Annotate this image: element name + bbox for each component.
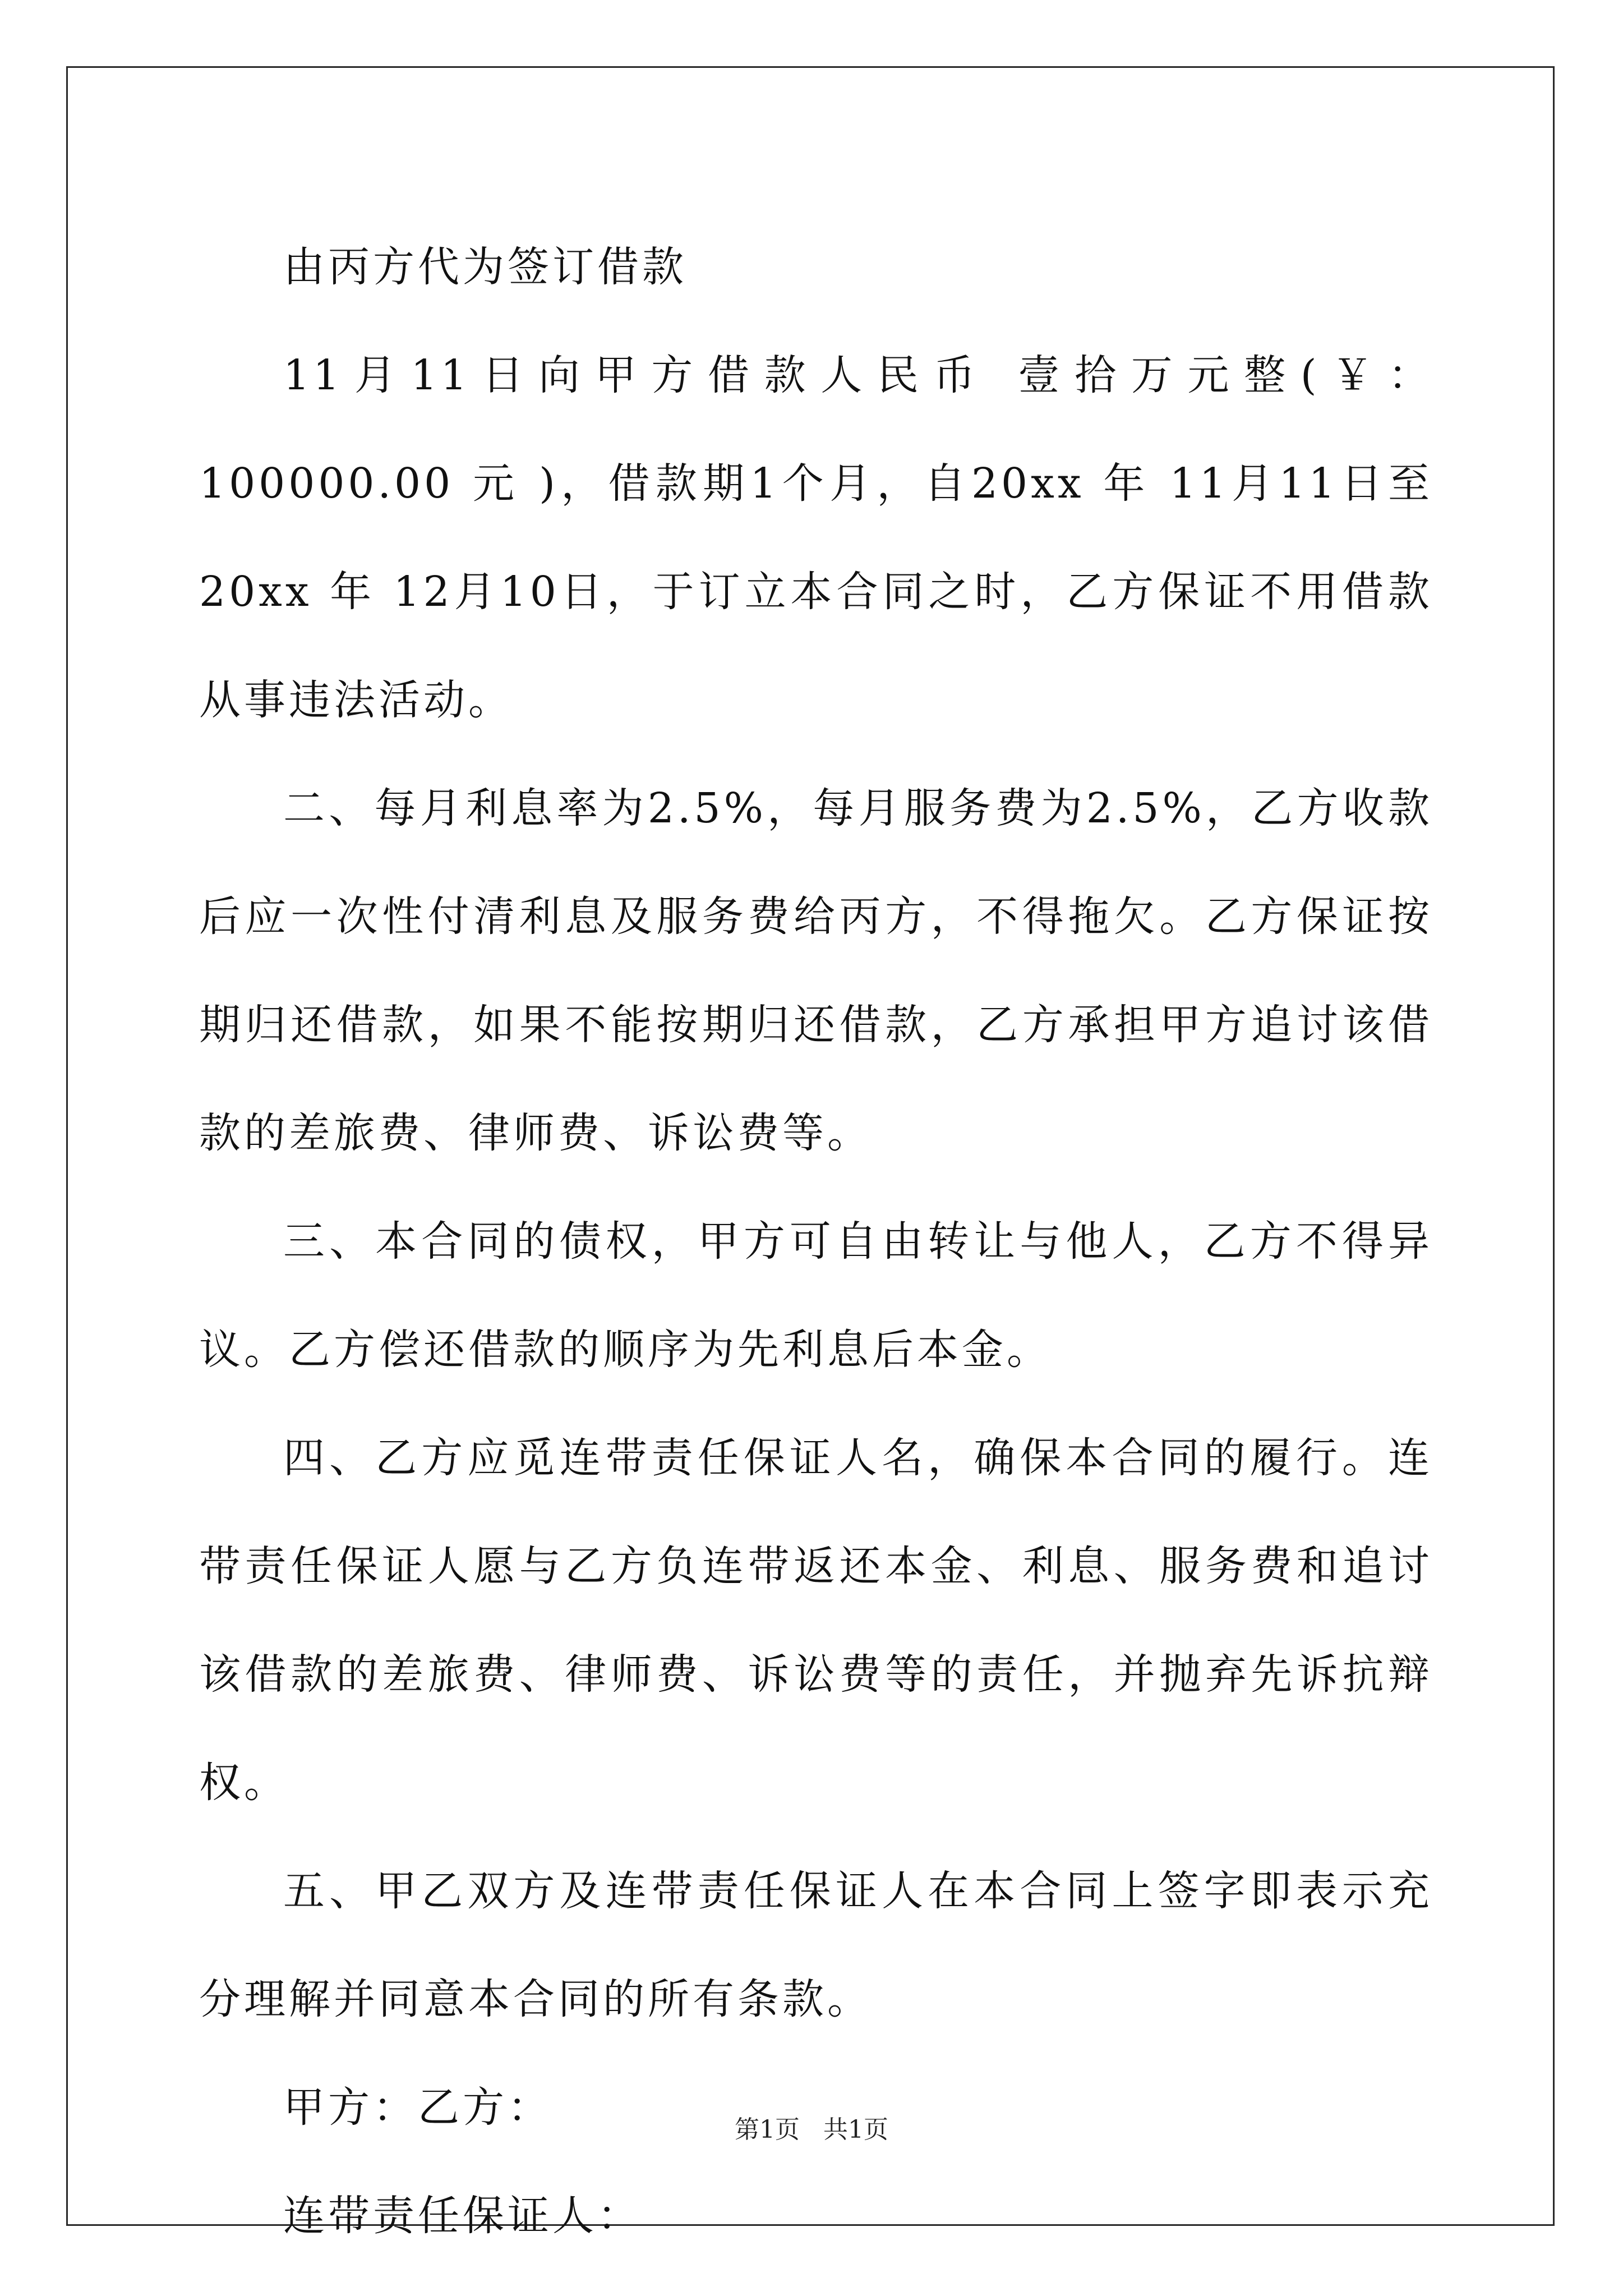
paragraph-clause-5: 五、甲乙双方及连带责任保证人在本合同上签字即表示充分理解并同意本合同的所有条款。 [199, 1867, 1433, 2023]
paragraph-clause-3: 三、本合同的债权，甲方可自由转让与他人，乙方不得异议。乙方偿还借款的顺序为先利息后本金。 [199, 1217, 1433, 1374]
signature-guarantor: 连带责任保证人： [283, 2192, 642, 2240]
document-body [199, 213, 1433, 2270]
paragraph-clause-4: 四、乙方应觅连带责任保证人名，确保本合同的履行。连带责任保证人愿与乙方负连带返还本金、利息、服务费和追讨该借款的差旅费、律师费、诉讼费等的责任，并抛弃先诉抗辩权。 [199, 1434, 1433, 1807]
page-footer [0, 2109, 1623, 2145]
page-number-current: 第1页 [735, 2115, 800, 2144]
paragraph-clause-2: 二、每月利息率为2.5%，每月服务费为2.5%，乙方收款后应一次性付清利息及服务费给丙方，不得拖欠。乙方保证按期归还借款，如果不能按期归还借款，乙方承担甲方追讨该借款的差旅费、律师费、诉讼费等。 [199, 784, 1433, 1157]
page-number-total: 共1页 [823, 2115, 888, 2144]
paragraph-intro: 由丙方代为签订借款 [283, 243, 687, 291]
signature-parties: 甲方：乙方： [283, 2083, 552, 2132]
paragraph-loan-terms: 11月11日向甲方借款人民币 壹拾万元整(￥： 100000.00 元 )，借款期1个月，自20xx 年 11月11日至 20xx 年 12月10日，于订立本合同之时，乙方保证不用借款从事违法活动。 [199, 351, 1433, 724]
